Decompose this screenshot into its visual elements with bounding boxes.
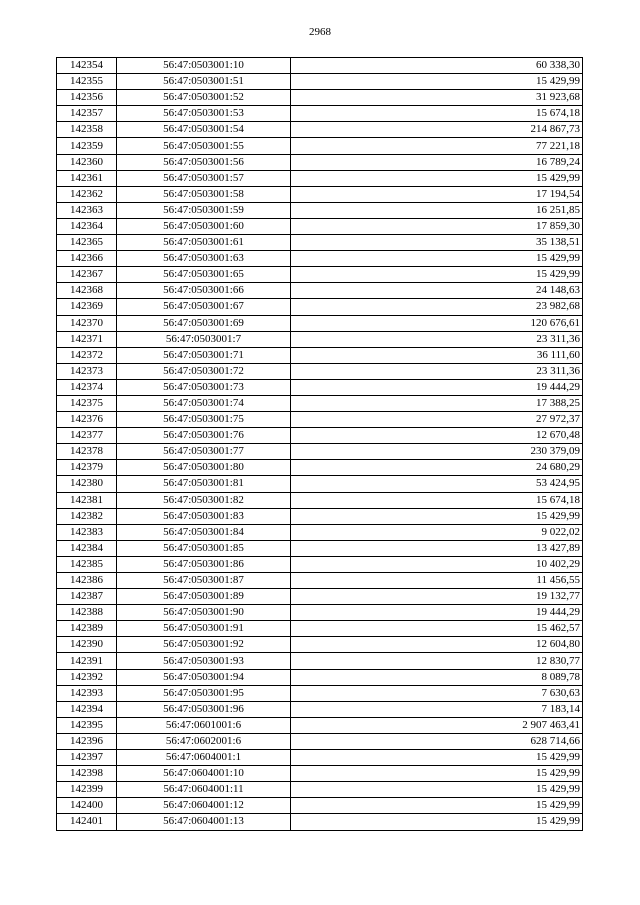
cadastral-number-cell: 56:47:0604001:13	[117, 814, 291, 830]
cadastral-number-cell: 56:47:0503001:84	[117, 524, 291, 540]
value-cell: 60 338,30	[291, 58, 583, 74]
value-cell: 19 444,29	[291, 605, 583, 621]
cadastral-number-cell: 56:47:0503001:92	[117, 637, 291, 653]
table-row	[57, 395, 583, 411]
table-row	[57, 218, 583, 234]
value-cell: 17 388,25	[291, 395, 583, 411]
value-cell: 31 923,68	[291, 90, 583, 106]
table-row	[57, 267, 583, 283]
value-cell: 23 982,68	[291, 299, 583, 315]
row-number-cell: 142378	[57, 444, 117, 460]
row-number-cell: 142373	[57, 363, 117, 379]
row-number-cell: 142371	[57, 331, 117, 347]
table-row	[57, 106, 583, 122]
cadastral-number-cell: 56:47:0503001:55	[117, 138, 291, 154]
cadastral-number-cell: 56:47:0503001:80	[117, 460, 291, 476]
registry-table	[56, 57, 583, 831]
row-number-cell: 142368	[57, 283, 117, 299]
cadastral-number-cell: 56:47:0503001:58	[117, 186, 291, 202]
table-body	[57, 58, 583, 831]
row-number-cell: 142377	[57, 428, 117, 444]
row-number-cell: 142374	[57, 379, 117, 395]
cadastral-number-cell: 56:47:0601001:6	[117, 717, 291, 733]
row-number-cell: 142384	[57, 540, 117, 556]
cadastral-number-cell: 56:47:0503001:75	[117, 412, 291, 428]
cadastral-number-cell: 56:47:0503001:52	[117, 90, 291, 106]
table-row	[57, 90, 583, 106]
row-number-cell: 142370	[57, 315, 117, 331]
row-number-cell: 142379	[57, 460, 117, 476]
row-number-cell: 142400	[57, 798, 117, 814]
cadastral-number-cell: 56:47:0503001:96	[117, 701, 291, 717]
cadastral-number-cell: 56:47:0503001:51	[117, 74, 291, 90]
cadastral-number-cell: 56:47:0503001:94	[117, 669, 291, 685]
row-number-cell: 142398	[57, 766, 117, 782]
table-row	[57, 605, 583, 621]
cadastral-number-cell: 56:47:0503001:95	[117, 685, 291, 701]
row-number-cell: 142390	[57, 637, 117, 653]
table-row	[57, 476, 583, 492]
row-number-cell: 142396	[57, 733, 117, 749]
value-cell: 15 674,18	[291, 106, 583, 122]
value-cell: 12 830,77	[291, 653, 583, 669]
value-cell: 15 429,99	[291, 782, 583, 798]
cadastral-number-cell: 56:47:0503001:67	[117, 299, 291, 315]
cadastral-number-cell: 56:47:0503001:72	[117, 363, 291, 379]
value-cell: 214 867,73	[291, 122, 583, 138]
cadastral-number-cell: 56:47:0503001:86	[117, 556, 291, 572]
cadastral-number-cell: 56:47:0503001:81	[117, 476, 291, 492]
row-number-cell: 142372	[57, 347, 117, 363]
row-number-cell: 142397	[57, 750, 117, 766]
table-row	[57, 331, 583, 347]
cadastral-number-cell: 56:47:0503001:93	[117, 653, 291, 669]
row-number-cell: 142365	[57, 235, 117, 251]
value-cell: 15 429,99	[291, 798, 583, 814]
table-row	[57, 444, 583, 460]
cadastral-number-cell: 56:47:0503001:7	[117, 331, 291, 347]
value-cell: 15 429,99	[291, 267, 583, 283]
table-row	[57, 379, 583, 395]
table-row	[57, 814, 583, 830]
table-row	[57, 138, 583, 154]
cadastral-number-cell: 56:47:0503001:74	[117, 395, 291, 411]
value-cell: 23 311,36	[291, 363, 583, 379]
value-cell: 15 429,99	[291, 814, 583, 830]
value-cell: 15 429,99	[291, 251, 583, 267]
row-number-cell: 142382	[57, 508, 117, 524]
value-cell: 230 379,09	[291, 444, 583, 460]
value-cell: 12 670,48	[291, 428, 583, 444]
cadastral-number-cell: 56:47:0503001:83	[117, 508, 291, 524]
cadastral-number-cell: 56:47:0503001:82	[117, 492, 291, 508]
row-number-cell: 142393	[57, 685, 117, 701]
table-row	[57, 202, 583, 218]
table-row	[57, 540, 583, 556]
cadastral-number-cell: 56:47:0503001:10	[117, 58, 291, 74]
row-number-cell: 142386	[57, 573, 117, 589]
cadastral-number-cell: 56:47:0602001:6	[117, 733, 291, 749]
cadastral-number-cell: 56:47:0503001:60	[117, 218, 291, 234]
cadastral-number-cell: 56:47:0503001:91	[117, 621, 291, 637]
value-cell: 10 402,29	[291, 556, 583, 572]
table-row	[57, 492, 583, 508]
row-number-cell: 142362	[57, 186, 117, 202]
table-row	[57, 589, 583, 605]
cadastral-number-cell: 56:47:0503001:77	[117, 444, 291, 460]
table-row	[57, 299, 583, 315]
value-cell: 2 907 463,41	[291, 717, 583, 733]
cadastral-number-cell: 56:47:0604001:10	[117, 766, 291, 782]
value-cell: 19 132,77	[291, 589, 583, 605]
row-number-cell: 142360	[57, 154, 117, 170]
cadastral-number-cell: 56:47:0604001:1	[117, 750, 291, 766]
value-cell: 11 456,55	[291, 573, 583, 589]
table-row	[57, 508, 583, 524]
row-number-cell: 142387	[57, 589, 117, 605]
cadastral-number-cell: 56:47:0503001:63	[117, 251, 291, 267]
row-number-cell: 142364	[57, 218, 117, 234]
row-number-cell: 142357	[57, 106, 117, 122]
row-number-cell: 142399	[57, 782, 117, 798]
table-row	[57, 573, 583, 589]
table-row	[57, 556, 583, 572]
cadastral-number-cell: 56:47:0503001:73	[117, 379, 291, 395]
row-number-cell: 142388	[57, 605, 117, 621]
table-row	[57, 251, 583, 267]
value-cell: 15 429,99	[291, 766, 583, 782]
row-number-cell: 142355	[57, 74, 117, 90]
row-number-cell: 142381	[57, 492, 117, 508]
value-cell: 15 429,99	[291, 170, 583, 186]
table-row	[57, 750, 583, 766]
table-row	[57, 74, 583, 90]
value-cell: 24 680,29	[291, 460, 583, 476]
table-row	[57, 122, 583, 138]
row-number-cell: 142366	[57, 251, 117, 267]
row-number-cell: 142401	[57, 814, 117, 830]
row-number-cell: 142375	[57, 395, 117, 411]
table-row	[57, 621, 583, 637]
value-cell: 7 630,63	[291, 685, 583, 701]
value-cell: 27 972,37	[291, 412, 583, 428]
table-row	[57, 733, 583, 749]
value-cell: 23 311,36	[291, 331, 583, 347]
value-cell: 19 444,29	[291, 379, 583, 395]
cadastral-number-cell: 56:47:0503001:54	[117, 122, 291, 138]
table-row	[57, 363, 583, 379]
value-cell: 16 251,85	[291, 202, 583, 218]
row-number-cell: 142383	[57, 524, 117, 540]
cadastral-number-cell: 56:47:0503001:53	[117, 106, 291, 122]
value-cell: 12 604,80	[291, 637, 583, 653]
cadastral-number-cell: 56:47:0503001:66	[117, 283, 291, 299]
row-number-cell: 142389	[57, 621, 117, 637]
row-number-cell: 142369	[57, 299, 117, 315]
table-row	[57, 460, 583, 476]
table-row	[57, 235, 583, 251]
value-cell: 7 183,14	[291, 701, 583, 717]
row-number-cell: 142358	[57, 122, 117, 138]
cadastral-number-cell: 56:47:0503001:76	[117, 428, 291, 444]
value-cell: 24 148,63	[291, 283, 583, 299]
value-cell: 8 089,78	[291, 669, 583, 685]
cadastral-number-cell: 56:47:0503001:57	[117, 170, 291, 186]
value-cell: 15 674,18	[291, 492, 583, 508]
page-number: 2968	[309, 26, 331, 38]
cadastral-number-cell: 56:47:0503001:65	[117, 267, 291, 283]
value-cell: 120 676,61	[291, 315, 583, 331]
cadastral-number-cell: 56:47:0503001:89	[117, 589, 291, 605]
value-cell: 35 138,51	[291, 235, 583, 251]
table-row	[57, 637, 583, 653]
row-number-cell: 142356	[57, 90, 117, 106]
row-number-cell: 142392	[57, 669, 117, 685]
cadastral-number-cell: 56:47:0503001:61	[117, 235, 291, 251]
cadastral-number-cell: 56:47:0604001:12	[117, 798, 291, 814]
cadastral-number-cell: 56:47:0503001:71	[117, 347, 291, 363]
row-number-cell: 142354	[57, 58, 117, 74]
row-number-cell: 142363	[57, 202, 117, 218]
value-cell: 13 427,89	[291, 540, 583, 556]
table-row	[57, 154, 583, 170]
row-number-cell: 142394	[57, 701, 117, 717]
table-row	[57, 685, 583, 701]
value-cell: 15 429,99	[291, 508, 583, 524]
table-row	[57, 798, 583, 814]
table-row	[57, 524, 583, 540]
table-row	[57, 347, 583, 363]
table-row	[57, 170, 583, 186]
value-cell: 9 022,02	[291, 524, 583, 540]
cadastral-number-cell: 56:47:0503001:69	[117, 315, 291, 331]
value-cell: 77 221,18	[291, 138, 583, 154]
value-cell: 17 859,30	[291, 218, 583, 234]
table-row	[57, 412, 583, 428]
row-number-cell: 142376	[57, 412, 117, 428]
table-row	[57, 428, 583, 444]
value-cell: 628 714,66	[291, 733, 583, 749]
value-cell: 16 789,24	[291, 154, 583, 170]
row-number-cell: 142367	[57, 267, 117, 283]
value-cell: 36 111,60	[291, 347, 583, 363]
row-number-cell: 142359	[57, 138, 117, 154]
table-row	[57, 186, 583, 202]
cadastral-number-cell: 56:47:0503001:56	[117, 154, 291, 170]
table-row	[57, 782, 583, 798]
table-row	[57, 58, 583, 74]
row-number-cell: 142380	[57, 476, 117, 492]
cadastral-number-cell: 56:47:0604001:11	[117, 782, 291, 798]
cadastral-number-cell: 56:47:0503001:87	[117, 573, 291, 589]
cadastral-number-cell: 56:47:0503001:90	[117, 605, 291, 621]
table-row	[57, 717, 583, 733]
table-row	[57, 283, 583, 299]
value-cell: 15 429,99	[291, 74, 583, 90]
value-cell: 15 429,99	[291, 750, 583, 766]
row-number-cell: 142391	[57, 653, 117, 669]
table-row	[57, 653, 583, 669]
value-cell: 53 424,95	[291, 476, 583, 492]
row-number-cell: 142395	[57, 717, 117, 733]
value-cell: 17 194,54	[291, 186, 583, 202]
cadastral-number-cell: 56:47:0503001:59	[117, 202, 291, 218]
table-row	[57, 669, 583, 685]
table-row	[57, 315, 583, 331]
value-cell: 15 462,57	[291, 621, 583, 637]
row-number-cell: 142385	[57, 556, 117, 572]
row-number-cell: 142361	[57, 170, 117, 186]
cadastral-number-cell: 56:47:0503001:85	[117, 540, 291, 556]
table-row	[57, 701, 583, 717]
table-row	[57, 766, 583, 782]
